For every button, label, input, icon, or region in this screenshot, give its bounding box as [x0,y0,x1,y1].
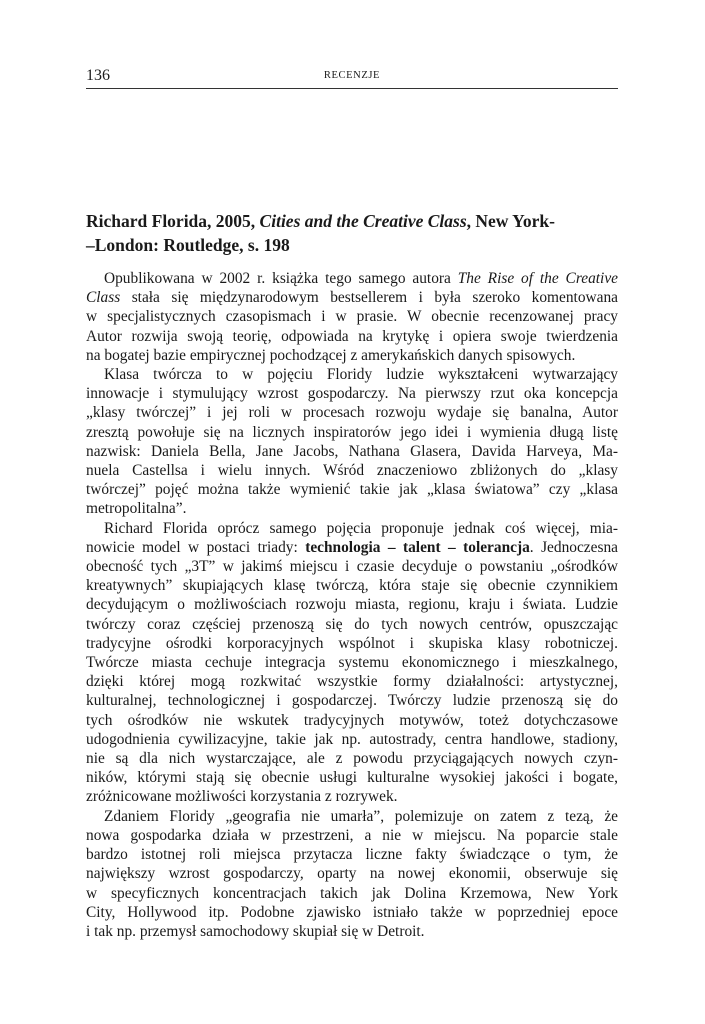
text-line: i tak np. przemysł samochodowy skupiał się w Detroit. [86,922,425,940]
italic-text: The Rise of the Creative [457,270,618,287]
text-line: twórczej” pojęć można także wymienić takie jak „klasa światowa” czy „klasa [86,481,618,499]
text-line: ników, którymi stają się obecnie usługi kulturalne wysokiej jakości i bogate, [86,769,618,787]
text-line: Class stała się międzynarodowym bestsellerem i była szeroko komentowana [86,289,618,307]
text-line: tych ośrodków nie wskutek tradycyjnych motywów, toteż dotychczasowe [86,711,618,729]
text-line: zróżnicowane możliwości korzystania z rozrywek. [86,788,398,806]
text-line: udogodnienia cywilizacyjne, takie jak np. autostrady, centra handlowe, stadiony, [86,730,618,748]
review-title-publisher-line2: –London: Routledge, s. 198 [86,235,290,255]
paragraph [86,519,618,807]
text-line: metropolitalna”. [86,500,187,518]
text-line: w specyficznych koncentracjach takich jak Dolina Krzemowa, New York [86,884,618,902]
text-line: Autor rozwija swoją teorię, odpowiada na krytykę i opiera swoje twierdzenia [86,327,618,345]
paragraph [86,365,618,519]
review-body [86,269,618,941]
page-number: 136 [86,67,110,84]
text-line: kulturalnej, technologicznej i gospodarczej. Twórczy ludzie przenoszą się do [86,692,618,710]
text-line: decydującym o możliwościach rozwoju miasta, regionu, kraju i świata. Ludzie [86,596,618,614]
review-title [86,209,618,257]
paragraph [86,807,618,941]
text-line: największy wzrost gospodarczy, oparty na nowej ekonomii, obserwuje się [86,865,618,883]
text-line: innowacje i stymulujący wzrost gospodarczy. Na pierwszy rzut oka koncepcja [86,385,618,403]
review-title-author-year: Richard Florida, 2005, [86,211,260,231]
text-line: City, Hollywood itp. Podobne zjawisko istniało także w poprzedniej epoce [86,903,618,921]
text-line: nazwisk: Daniela Bella, Jane Jacobs, Nathana Glasera, Davida Harveya, Ma- [86,442,618,460]
running-head: RECENZJE [323,70,381,81]
paragraph [86,269,618,365]
text-line: w specjalistycznych czasopismach i w prasie. W obecnie recenzowanej pracy [86,308,618,326]
text-line: nowicie model w postaci triady: technologia – talent – tolerancja. Jednoczesna [86,538,618,556]
text-line: Richard Florida oprócz samego pojęcia proponuje jednak coś więcej, mia- [104,519,618,537]
text-line: „klasy twórczej” i jej roli w procesach rozwoju wydaje się banalna, Autor [86,404,618,422]
text-line: nuela Castellsa i wielu innych. Wśród znaczeniowo zbliżonych do „klasy [86,462,618,480]
review-title-book-title: Cities and the Creative Class [259,211,467,231]
text-line: kreatywnych” skupiających klasę twórczą, która staje się obecnie czynnikiem [86,577,618,595]
text-line: obecność tych „3T” w jakimś miejscu i czasie decyduje o powstaniu „ośrodków [86,558,618,576]
review-title-publisher-line1: , New York- [466,211,555,231]
text-line: twórczy coraz częściej przenoszą się do tych nowych centrów, opuszczając [86,615,618,633]
text-line: tradycyjne ośrodki korporacyjnych wspólnot i skupiska klasy robotniczej. [86,634,618,652]
text-line: Opublikowana w 2002 r. książka tego samego autora The Rise of the Creative [104,270,618,287]
text-line: Twórcze miasta cechuje integracja systemu ekonomicznego i mieszkalnego, [86,654,618,672]
text-line: bardzo istotnej roli miejsca przytacza liczne fakty świadczące o tym, że [86,846,618,864]
text-line: Klasa twórcza to w pojęciu Floridy ludzie wykształceni wytwarzający [104,366,618,384]
text-line: na bogatej bazie empirycznej pochodzącej z amerykańskich danych spisowych. [86,346,576,364]
text-line: zresztą powołuje się na licznych inspiratorów jego idei i wymienia długą listę [86,423,618,441]
text-line: nie są dla nich wystarczające, ale z powodu przyciągających nowych czyn- [86,750,618,768]
text-line: nowa gospodarka działa w przestrzeni, a nie w miejscu. Na poparcie stale [86,826,618,844]
bold-text: technologia – talent – tolerancja [305,538,530,556]
page-header [86,66,618,89]
text-line: dzięki której mogą rozkwitać wszystkie formy działalności: artystycznej, [86,673,618,691]
text-line: Zdaniem Floridy „geografia nie umarła”, polemizuje on zatem z tezą, że [104,807,618,825]
italic-text: Class [86,289,121,307]
